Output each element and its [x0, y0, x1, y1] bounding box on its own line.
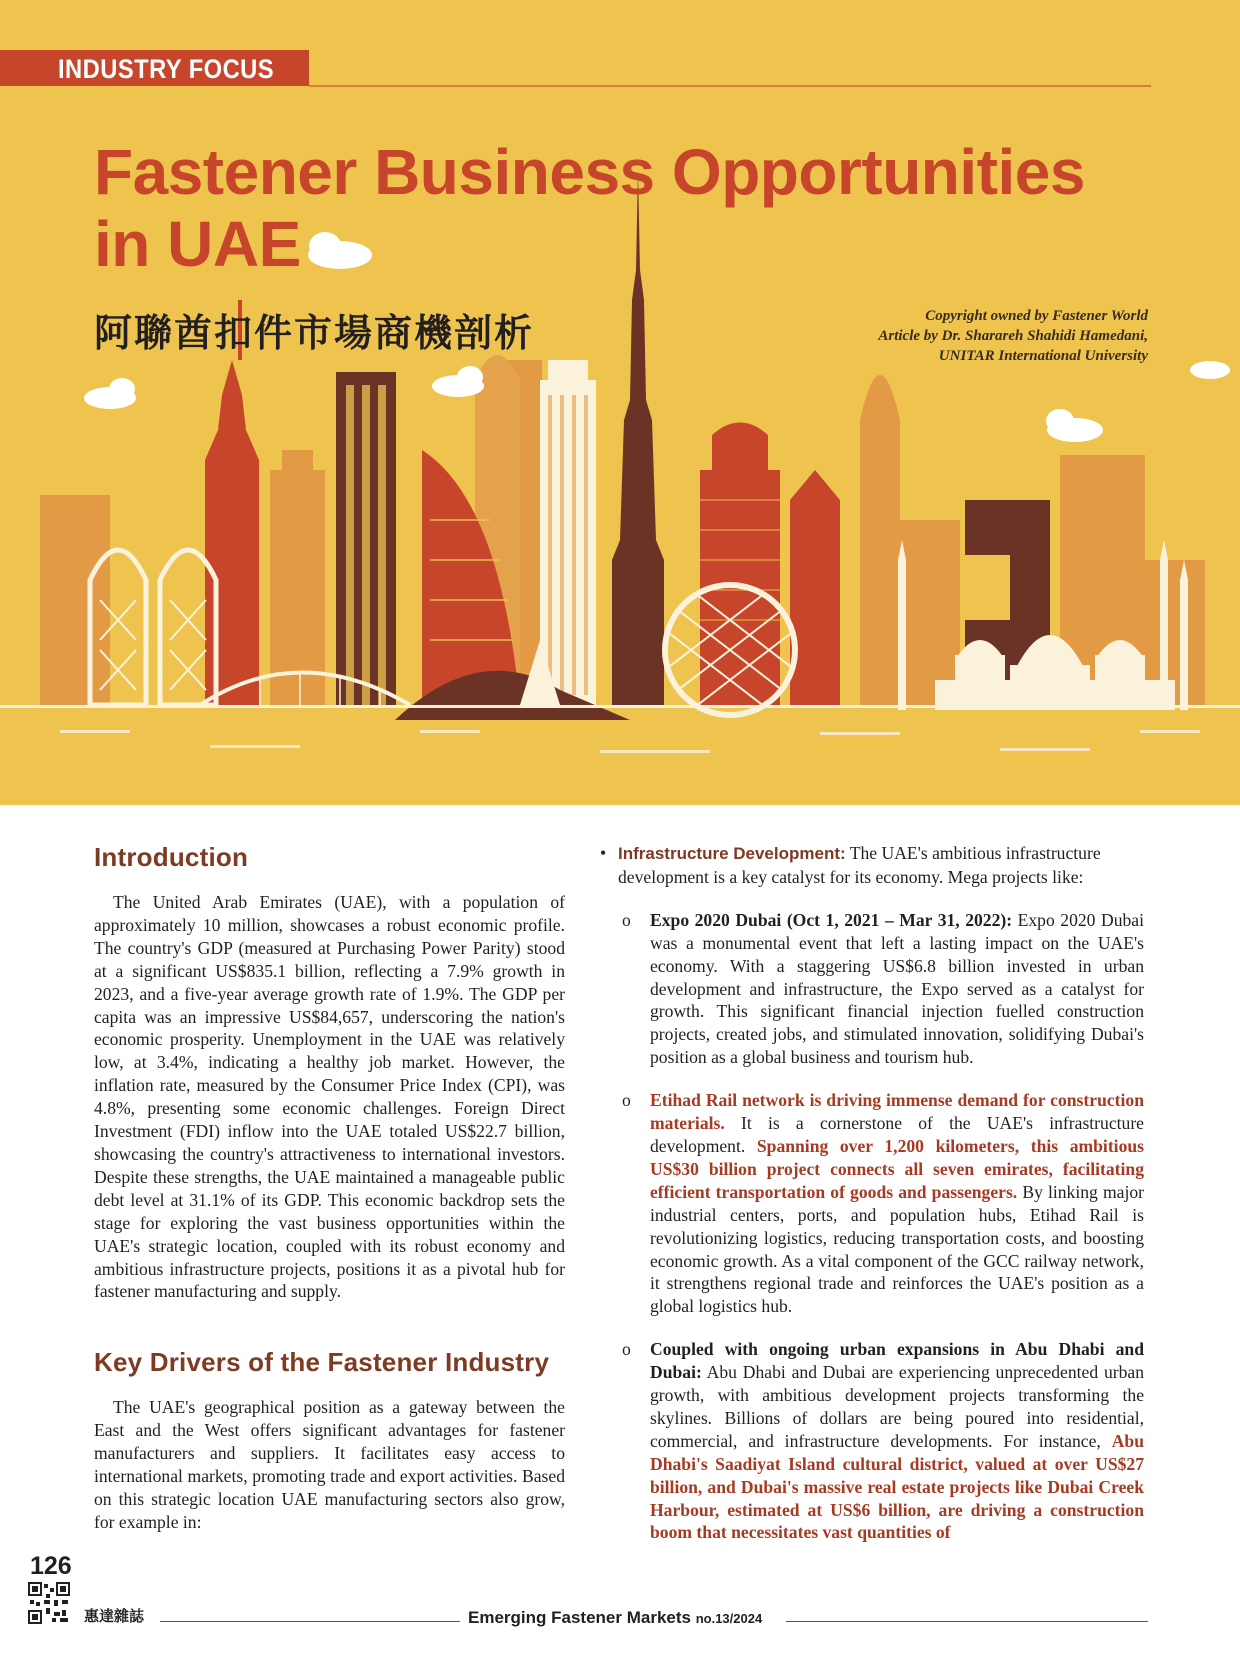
infrastructure-bullet [600, 842, 1144, 889]
rail-highlight-1: Etihad Rail network is driving immense demand for construction materials. [650, 1090, 1144, 1134]
affiliation-line: UNITAR International University [938, 348, 1148, 364]
magazine-title: Emerging Fastener Markets [468, 1608, 691, 1627]
magazine-name-zh: 惠達雜誌 [84, 1607, 145, 1625]
rail-highlight-2: Spanning over 1,200 kilometers, this ambitious US$30 billion project connects all seven emirates, facilitating efficient transportation of goods and passengers. [650, 1135, 1144, 1202]
section-tag [0, 50, 309, 86]
urban-text: Abu Dhabi and Dubai are experiencing unprecedented urban growth, with ambitious development projects transforming the skylines. Billions of dollars are being poured into residential, commercial, and infrastructure developments. For instance, [650, 1362, 1144, 1451]
key-drivers-paragraph: The UAE's geographical position as a gateway between the East and the West offers significant advantages for fastener manufacturers and suppliers. It facilitates easy access to international markets, promoting trade and export activities. Based on this strategic location UAE manufacturing sectors also grow, for example in: [94, 1397, 565, 1532]
title-line-2: in UAE [94, 208, 301, 280]
expo-text: Expo 2020 Dubai was a monumental event that left a lasting impact on the UAE's economy. With a staggering US$6.8 billion invested in urban development and infrastructure, the Expo served as a catalyst for growth. This significant financial injection fuelled construction projects, created jobs, and stimulated innovation, solidifying Dubai's position as a global business and tourism hub. [650, 909, 1144, 1068]
infrastructure-heading: Infrastructure Development: [618, 844, 846, 863]
right-column [600, 842, 1144, 1544]
article-title [94, 136, 1154, 280]
rail-text-1: It is a cornerstone of the UAE's infrastructure development. [650, 1113, 1144, 1156]
key-drivers-heading: Key Drivers of the Fastener Industry [94, 1347, 550, 1378]
sub-marker: o [622, 1090, 631, 1111]
expo-subitem [600, 909, 1144, 1069]
qr-code-icon [28, 1582, 70, 1624]
header-rule [309, 85, 1151, 87]
introduction-paragraph: The United Arab Emirates (UAE), with a population of approximately 10 million, showcases a robust economic profile. The country's GDP (measured at Purchasing Power Parity) stood at a significant US$835.1 billion, reflecting a 7.9% growth in 2023, and a five-year average growth rate of 1.9%. The GDP per capita was an impressive US$84,657, underscoring the nation's economic prosperity. Unemployment in the UAE was relatively low, at 3.4%, indicating a healthy job market. However, the inflation rate, measured by the Consumer Price Index (CPI), was 4.8%, presenting some economic challenges. Foreign Direct Investment (FDI) inflow into the UAE totaled US$22.7 billion, showcasing the country's attractiveness to international investors. Despite these strengths, the UAE maintained a manageable public debt level at 31.1% of its GDP. This economic backdrop sets the stage for exploring the vast business opportunities within the UAE's strategic location, coupled with its robust economy and ambitious infrastructure projects, positions it as a pivotal hub for fastener manufacturing and supply. [94, 892, 565, 1302]
section-tag-label: INDUSTRY FOCUS [58, 54, 275, 84]
hero-banner [0, 0, 1240, 805]
issue-number: no.13/2024 [695, 1611, 763, 1626]
urban-heading: Coupled with ongoing urban expansions in Abu Dhabi and Dubai: [650, 1339, 1144, 1383]
bullet-marker: • [600, 843, 607, 863]
sub-marker: o [622, 1339, 631, 1360]
left-column [94, 842, 565, 1534]
infrastructure-text: The UAE's ambitious infrastructure development is a key catalyst for its economy. Mega projects like: [618, 843, 1101, 887]
author-line: Article by Dr. Sharareh Shahidi Hamedani, [878, 328, 1148, 344]
copyright-line: Copyright owned by Fastener World [925, 308, 1148, 324]
rail-text-2: By linking major industrial centers, ports, and population hubs, Etihad Rail is revolutionizing logistics, reducing transportation costs, and boosting economic growth. As a vital component of the GCC railway network, it strengthens regional trade and reinforces the UAE's position as a global logistics hub. [650, 1181, 1144, 1317]
footer-rule-right [786, 1621, 1148, 1622]
footer-rule-left [160, 1621, 460, 1622]
page-number: 126 [30, 1552, 72, 1580]
urban-highlight: Abu Dhabi's Saadiyat Island cultural district, valued at over US$27 billion, and Dubai's massive real estate projects like Dubai Creek Harbour, estimated at US$6 billion, are driving a construction boom that necessitates vast quantities of [650, 1430, 1144, 1543]
article-credits [878, 306, 1148, 366]
expo-heading: Expo 2020 Dubai (Oct 1, 2021 – Mar 31, 2022): [650, 909, 1013, 930]
etihad-rail-subitem [600, 1089, 1144, 1318]
sub-marker: o [622, 909, 631, 930]
uae-skyline-illustration [0, 0, 1240, 805]
magazine-footer-title [462, 1608, 768, 1628]
urban-expansion-subitem [600, 1338, 1144, 1544]
chinese-subtitle: 阿聯酋扣件市場商機剖析 [94, 311, 535, 355]
title-line-1: Fastener Business Opportunities [94, 136, 1085, 208]
introduction-heading: Introduction [94, 842, 249, 872]
